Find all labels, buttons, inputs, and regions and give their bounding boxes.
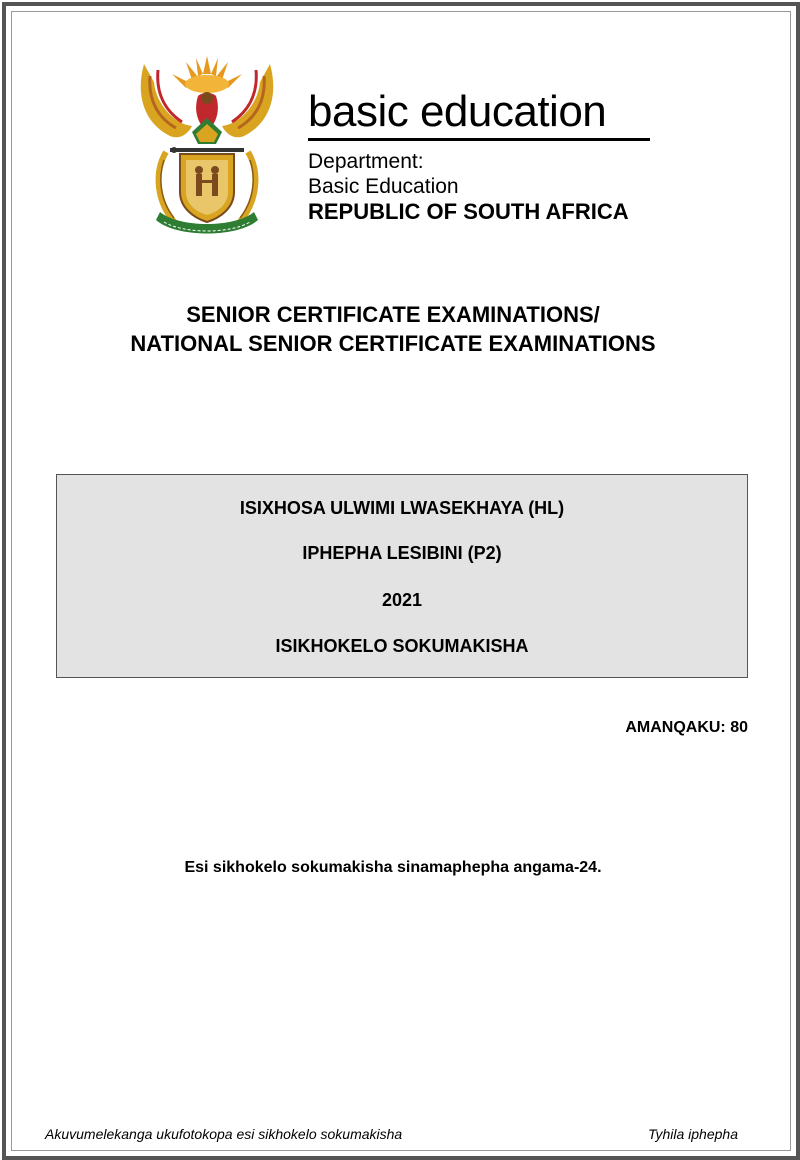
- document-type: ISIKHOKELO SOKUMAKISHA: [275, 636, 529, 656]
- exam-heading-line1: SENIOR CERTIFICATE EXAMINATIONS/: [186, 302, 600, 327]
- exam-heading: [0, 300, 786, 358]
- department-name: Basic Education: [308, 175, 459, 198]
- coat-of-arms-icon: [136, 52, 278, 242]
- country-name: REPUBLIC OF SOUTH AFRICA: [308, 199, 629, 224]
- subject-title: ISIXHOSA ULWIMI LWASEKHAYA (HL): [239, 498, 565, 518]
- turn-over-note: Tyhila iphepha: [647, 1126, 738, 1142]
- exam-heading-line2: NATIONAL SENIOR CERTIFICATE EXAMINATIONS: [130, 331, 656, 356]
- department-label: Department:: [308, 150, 424, 173]
- total-marks: AMANQAKU: 80: [625, 719, 748, 736]
- brand-title: basic education: [308, 87, 607, 136]
- exam-year: 2021: [381, 590, 423, 610]
- department-brand: [308, 88, 653, 225]
- brand-divider: [308, 138, 650, 141]
- copyright-notice: Akuvumelekanga ukufotokopa esi sikhokelo sokumakisha: [45, 1126, 403, 1142]
- page-count-note: Esi sikhokelo sokumakisha sinamaphepha angama-24.: [184, 859, 602, 876]
- paper-info-box: [56, 474, 748, 678]
- paper-number: IPHEPHA LESIBINI (P2): [302, 543, 502, 563]
